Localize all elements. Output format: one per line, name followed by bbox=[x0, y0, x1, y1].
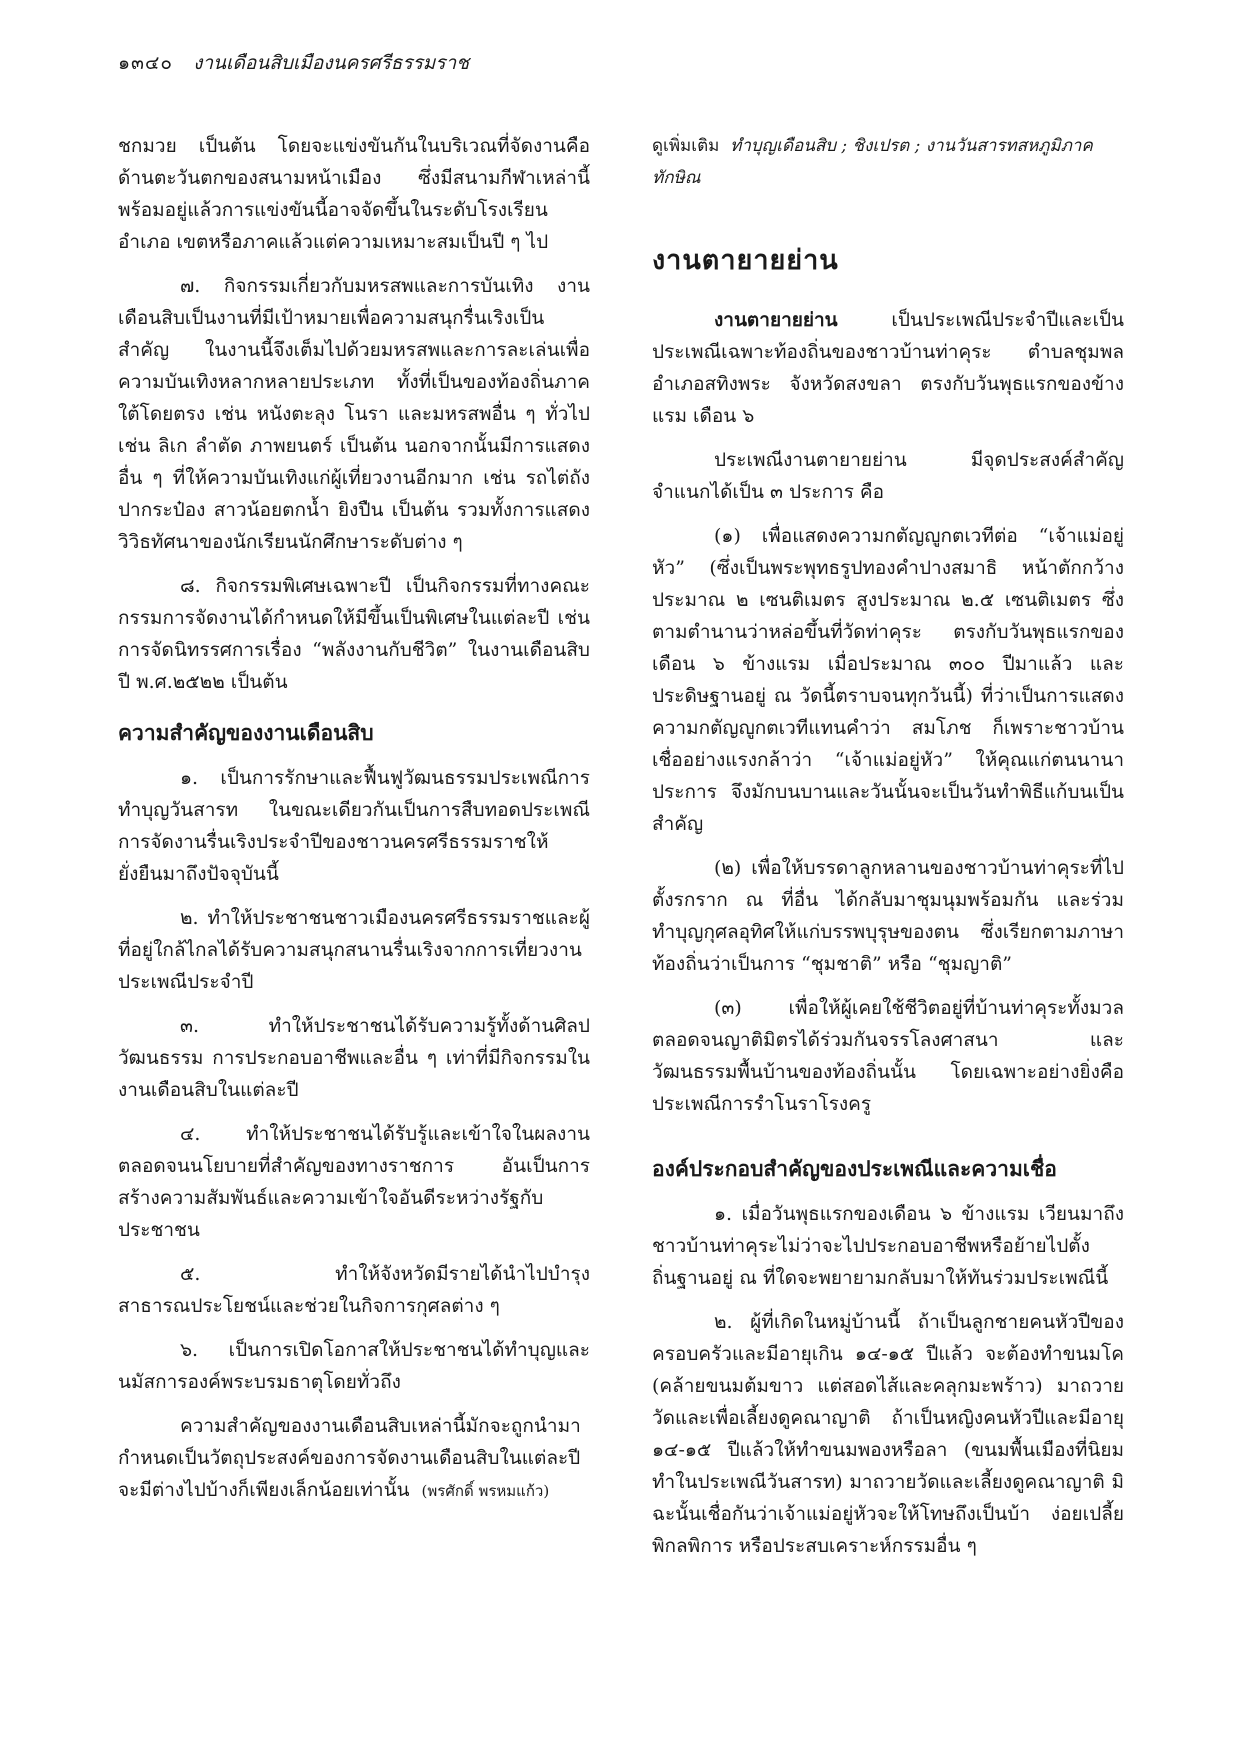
see-also-refs: ทำบุญเดือนสิบ ; ชิงเปรต ; งานวันสารทสหภูมิภาคทักษิณ bbox=[652, 136, 1093, 188]
list-item: ๑. เมื่อวันพุธแรกของเดือน ๖ ข้างแรม เวียนมาถึงชาวบ้านท่าคุระไม่ว่าจะไปประกอบอาชีพหรือย้ายไปตั้งถิ่นฐานอยู่ ณ ที่ใดจะพยายามกลับมาให้ทันร่วมประเพณีนี้ bbox=[652, 1203, 1124, 1289]
list-item: ๒. ทำให้ประชาชนชาวเมืองนครศรีธรรมราชและผู้ที่อยู่ใกล้ไกลได้รับความสนุกสนานรื่นเริงจากการเที่ยวงานประเพณีประจำปี bbox=[118, 907, 590, 993]
author-credit: (พรศักดิ์ พรหมแก้ว) bbox=[421, 1482, 550, 1500]
article-title: งานตายายย่าน bbox=[652, 245, 839, 276]
list-item: (๒) เพื่อให้บรรดาลูกหลานของชาวบ้านท่าคุระที่ไปตั้งรกราก ณ ที่อื่น ได้กลับมาชุมนุมพร้อมกัน และร่วมทำบุญกุศลอุทิศให้แก่บรรพบุรุษของตน ซึ่งเรียกตามภาษาท้องถิ่นว่าเป็นการ “ชุมชาติ” หรือ “ชุมญาติ” bbox=[652, 857, 1124, 975]
list-item: ๕. ทำให้จังหวัดมีรายได้นำไปบำรุงสาธารณประโยชน์และช่วยในกิจการกุศลต่าง ๆ bbox=[118, 1263, 590, 1317]
section-heading: ความสำคัญของงานเดือนสิบ bbox=[118, 720, 374, 745]
list-item: ๔. ทำให้ประชาชนได้รับรู้และเข้าใจในผลงานตลอดจนนโยบายที่สำคัญของทางราชการ อันเป็นการสร้างความสัมพันธ์และความเข้าใจอันดีระหว่างรัฐกับประชาชน bbox=[118, 1123, 590, 1241]
list-item: ๓. ทำให้ประชาชนได้รับความรู้ทั้งด้านศิลปวัฒนธรรม การประกอบอาชีพและอื่น ๆ เท่าที่มีกิจกรรมในงานเดือนสิบในแต่ละปี bbox=[118, 1015, 590, 1101]
list-item: ๑. เป็นการรักษาและฟื้นฟูวัฒนธรรมประเพณีการทำบุญวันสารท ในขณะเดียวกันเป็นการสืบทอดประเพณีการจัดงานรื่นเริงประจำปีของชาวนครศรีธรรมราชให้ยั่งยืนมาถึงปัจจุบันนี้ bbox=[118, 767, 590, 885]
running-header bbox=[118, 48, 469, 78]
left-column bbox=[118, 130, 590, 1519]
paragraph: ๘. กิจกรรมพิเศษเฉพาะปี เป็นกิจกรรมที่ทางคณะกรรมการจัดงานได้กำหนดให้มีขึ้นเป็นพิเศษในแต่ละปี เช่น การจัดนิทรรศการเรื่อง “พลังงานกับชีวิต” ในงานเดือนสิบ ปี พ.ศ.๒๕๒๒ เป็นต้น bbox=[118, 575, 590, 693]
book-title: งานเดือนสิบเมืองนครศรีธรรมราช bbox=[193, 52, 470, 74]
intro-term: งานตายายย่าน bbox=[714, 309, 838, 331]
paragraph: ๗. กิจกรรมเกี่ยวกับมหรสพและการบันเทิง งานเดือนสิบเป็นงานที่มีเป้าหมายเพื่อความสนุกรื่นเริงเป็นสำคัญ ในงานนี้จึงเต็มไปด้วยมหรสพและการละเล่นเพื่อความบันเทิงหลากหลายประเภท ทั้งที่เป็นของท้องถิ่นภาคใต้โดยตรง เช่น หนังตะลุง โนรา และมหรสพอื่น ๆ ทั่วไป เช่น ลิเก ลำตัด ภาพยนตร์ เป็นต้น นอกจากนั้นมีการแสดงอื่น ๆ ที่ให้ความบันเทิงแก่ผู้เที่ยวงานอีกมาก เช่น รถไต่ถัง ปากระป๋อง สาวน้อยตกน้ำ ยิงปืน เป็นต้น รวมทั้งการแสดงวิวิธทัศนาของนักเรียนนักศึกษาระดับต่าง ๆ bbox=[118, 275, 590, 553]
paragraph: ชกมวย เป็นต้น โดยจะแข่งขันกันในบริเวณที่จัดงานคือด้านตะวันตกของสนามหน้าเมือง ซึ่งมีสนามกีฬาเหล่านี้พร้อมอยู่แล้วการแข่งขันนี้อาจจัดขึ้นในระดับโรงเรียน อำเภอ เขตหรือภาคแล้วแต่ความเหมาะสมเป็นปี ๆ ไป bbox=[118, 135, 590, 253]
list-item: (๑) เพื่อแสดงความกตัญญูกตเวทีต่อ “เจ้าแม่อยู่หัว” (ซึ่งเป็นพระพุทธรูปทองคำปางสมาธิ หน้าตักกว้างประมาณ ๒ เซนติเมตร สูงประมาณ ๒.๕ เซนติเมตร ซึ่งตามตำนานว่าหล่อขึ้นที่วัดท่าคุระ ตรงกับวันพุธแรกของเดือน ๖ ข้างแรม เมื่อประมาณ ๓๐๐ ปีมาแล้ว และประดิษฐานอยู่ ณ วัดนี้ตราบจนทุกวันนี้) ที่ว่าเป็นการแสดงความกตัญญูกตเวทีแทนคำว่า สมโภช ก็เพราะชาวบ้านเชื่ออย่างแรงกล้าว่า “เจ้าแม่อยู่หัว” ให้คุณแก่ตนนานาประการ จึงมักบนบานและวันนั้นจะเป็นวันทำพิธีแก้บนเป็นสำคัญ bbox=[652, 525, 1124, 835]
list-item: ๒. ผู้ที่เกิดในหมู่บ้านนี้ ถ้าเป็นลูกชายคนหัวปีของครอบครัวและมีอายุเกิน ๑๔-๑๕ ปีแล้ว จะต้องทำขนมโค (คล้ายขนมต้มขาว แต่สอดไส้และคลุกมะพร้าว) มาถวายวัดและเพื่อเลี้ยงดูคณาญาติ ถ้าเป็นหญิงคนหัวปีและมีอายุ ๑๔-๑๕ ปีแล้วให้ทำขนมพองหรือลา (ขนมพื้นเมืองที่นิยมทำในประเพณีวันสารท) มาถวายวัดและเลี้ยงดูคณาญาติ มิฉะนั้นเชื่อกันว่าเจ้าแม่อยู่หัวจะให้โทษถึงเป็นบ้า ง่อยเปลี้ยพิกลพิการ หรือประสบเคราะห์กรรมอื่น ๆ bbox=[652, 1311, 1124, 1557]
list-item: ๖. เป็นการเปิดโอกาสให้ประชาชนได้ทำบุญและนมัสการองค์พระบรมธาตุโดยทั่วถึง bbox=[118, 1339, 590, 1393]
closing-text: ความสำคัญของงานเดือนสิบเหล่านี้มักจะถูกนำมากำหนดเป็นวัตถุประสงค์ของการจัดงานเดือนสิบในแต่ละปีจะมีต่างไปบ้างก็เพียงเล็กน้อยเท่านั้น bbox=[118, 1415, 581, 1501]
right-column bbox=[652, 130, 1124, 1574]
intro-paragraph bbox=[652, 304, 1124, 432]
list-item: (๓) เพื่อให้ผู้เคยใช้ชีวิตอยู่ที่บ้านท่าคุระทั้งมวลตลอดจนญาติมิตรได้ร่วมกันจรรโลงศาสนา และวัฒนธรรมพื้นบ้านของท้องถิ่นนั้น โดยเฉพาะอย่างยิ่งคือประเพณีการรำโนราโรงครู bbox=[652, 997, 1124, 1115]
section-heading: องค์ประกอบสำคัญของประเพณีและความเชื่อ bbox=[652, 1156, 1057, 1181]
paragraph: ประเพณีงานตายายย่าน มีจุดประสงค์สำคัญจำแนกได้เป็น ๓ ประการ คือ bbox=[652, 449, 1124, 503]
intro-text: เป็นประเพณีประจำปีและเป็นประเพณีเฉพาะท้องถิ่นของชาวบ้านท่าคุระ ตำบลชุมพล อำเภอสทิงพระ จังหวัดสงขลา ตรงกับวันพุธแรกของข้างแรม เดือน ๖ bbox=[652, 309, 1124, 427]
closing-paragraph bbox=[118, 1410, 590, 1507]
see-also-label: ดูเพิ่มเติม bbox=[652, 136, 720, 156]
page-number: ๑๓๔๐ bbox=[118, 52, 174, 74]
see-also bbox=[652, 130, 1124, 194]
